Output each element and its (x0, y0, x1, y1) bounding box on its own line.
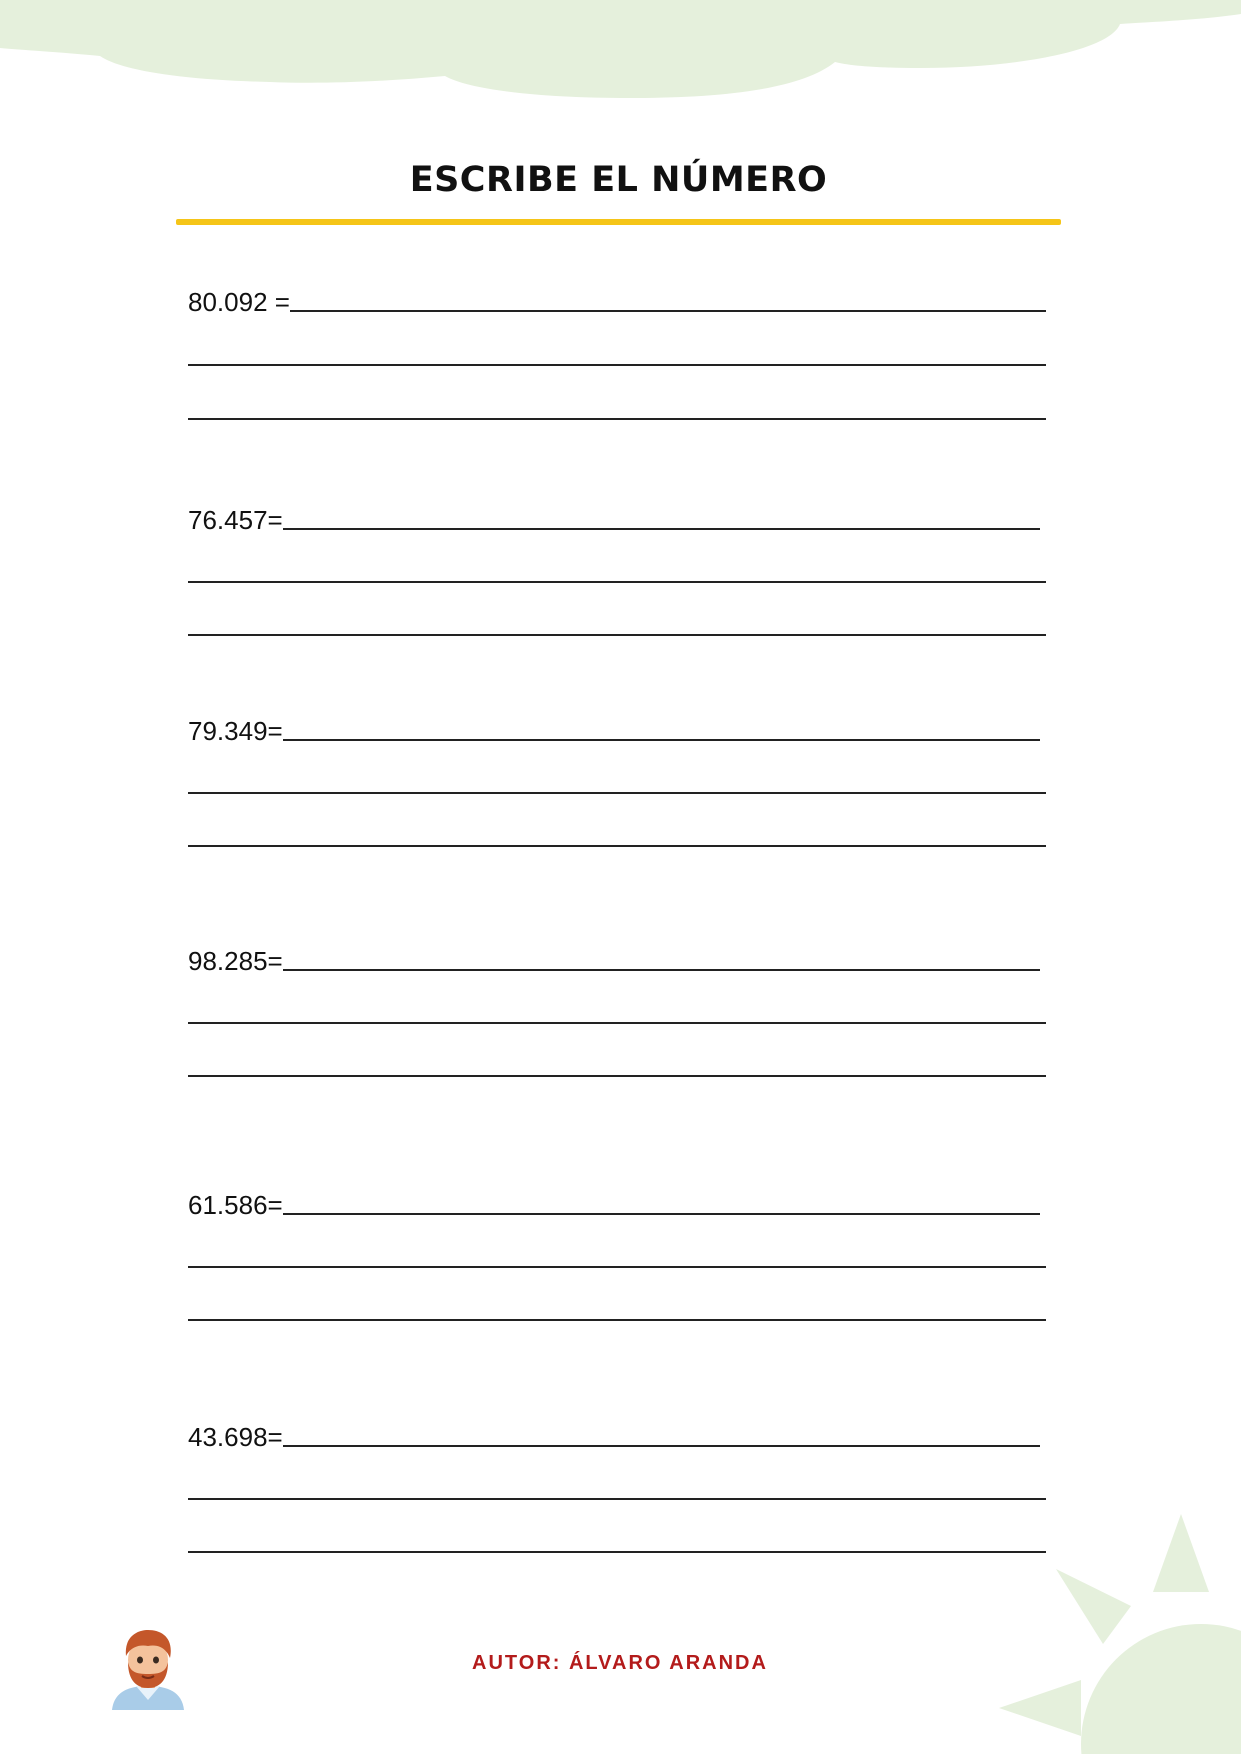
exercise-line (188, 278, 1046, 318)
author-credit: AUTOR: ÁLVARO ARANDA (472, 1652, 768, 1674)
exercise-line (188, 707, 1040, 747)
answer-line[interactable] (283, 1445, 1040, 1447)
answer-line[interactable] (283, 739, 1040, 741)
sun-decoration (981, 1514, 1241, 1754)
answer-line[interactable] (283, 969, 1040, 971)
exercise-number: 43.698= (188, 1422, 283, 1452)
answer-line[interactable] (283, 1213, 1040, 1215)
cloud-decoration (0, 0, 1241, 110)
answer-line-extra[interactable] (188, 549, 1046, 589)
author-avatar-icon (108, 1626, 188, 1710)
exercise-number: 76.457= (188, 505, 283, 535)
answer-line[interactable] (290, 310, 1046, 312)
answer-line[interactable] (283, 528, 1040, 530)
answer-line-extra[interactable] (188, 813, 1046, 853)
answer-line-extra[interactable] (188, 1043, 1046, 1083)
answer-line-extra[interactable] (188, 760, 1046, 800)
exercise-line (188, 1181, 1040, 1221)
exercise-line (188, 1413, 1040, 1453)
page-title: ESCRIBE EL NÚMERO (409, 160, 828, 200)
answer-line-extra[interactable] (188, 1234, 1046, 1274)
answer-line-extra[interactable] (188, 332, 1046, 372)
exercise-line (188, 496, 1040, 536)
exercise-number: 61.586= (188, 1190, 283, 1220)
answer-line-extra[interactable] (188, 990, 1046, 1030)
title-underline (176, 219, 1061, 225)
answer-line-extra[interactable] (188, 1519, 1046, 1559)
exercise-number: 98.285= (188, 946, 283, 976)
answer-line-extra[interactable] (188, 602, 1046, 642)
exercise-number: 79.349= (188, 716, 283, 746)
answer-line-extra[interactable] (188, 1287, 1046, 1327)
answer-line-extra[interactable] (188, 386, 1046, 426)
exercise-number: 80.092 = (188, 287, 290, 317)
answer-line-extra[interactable] (188, 1466, 1046, 1506)
exercise-line (188, 937, 1040, 977)
